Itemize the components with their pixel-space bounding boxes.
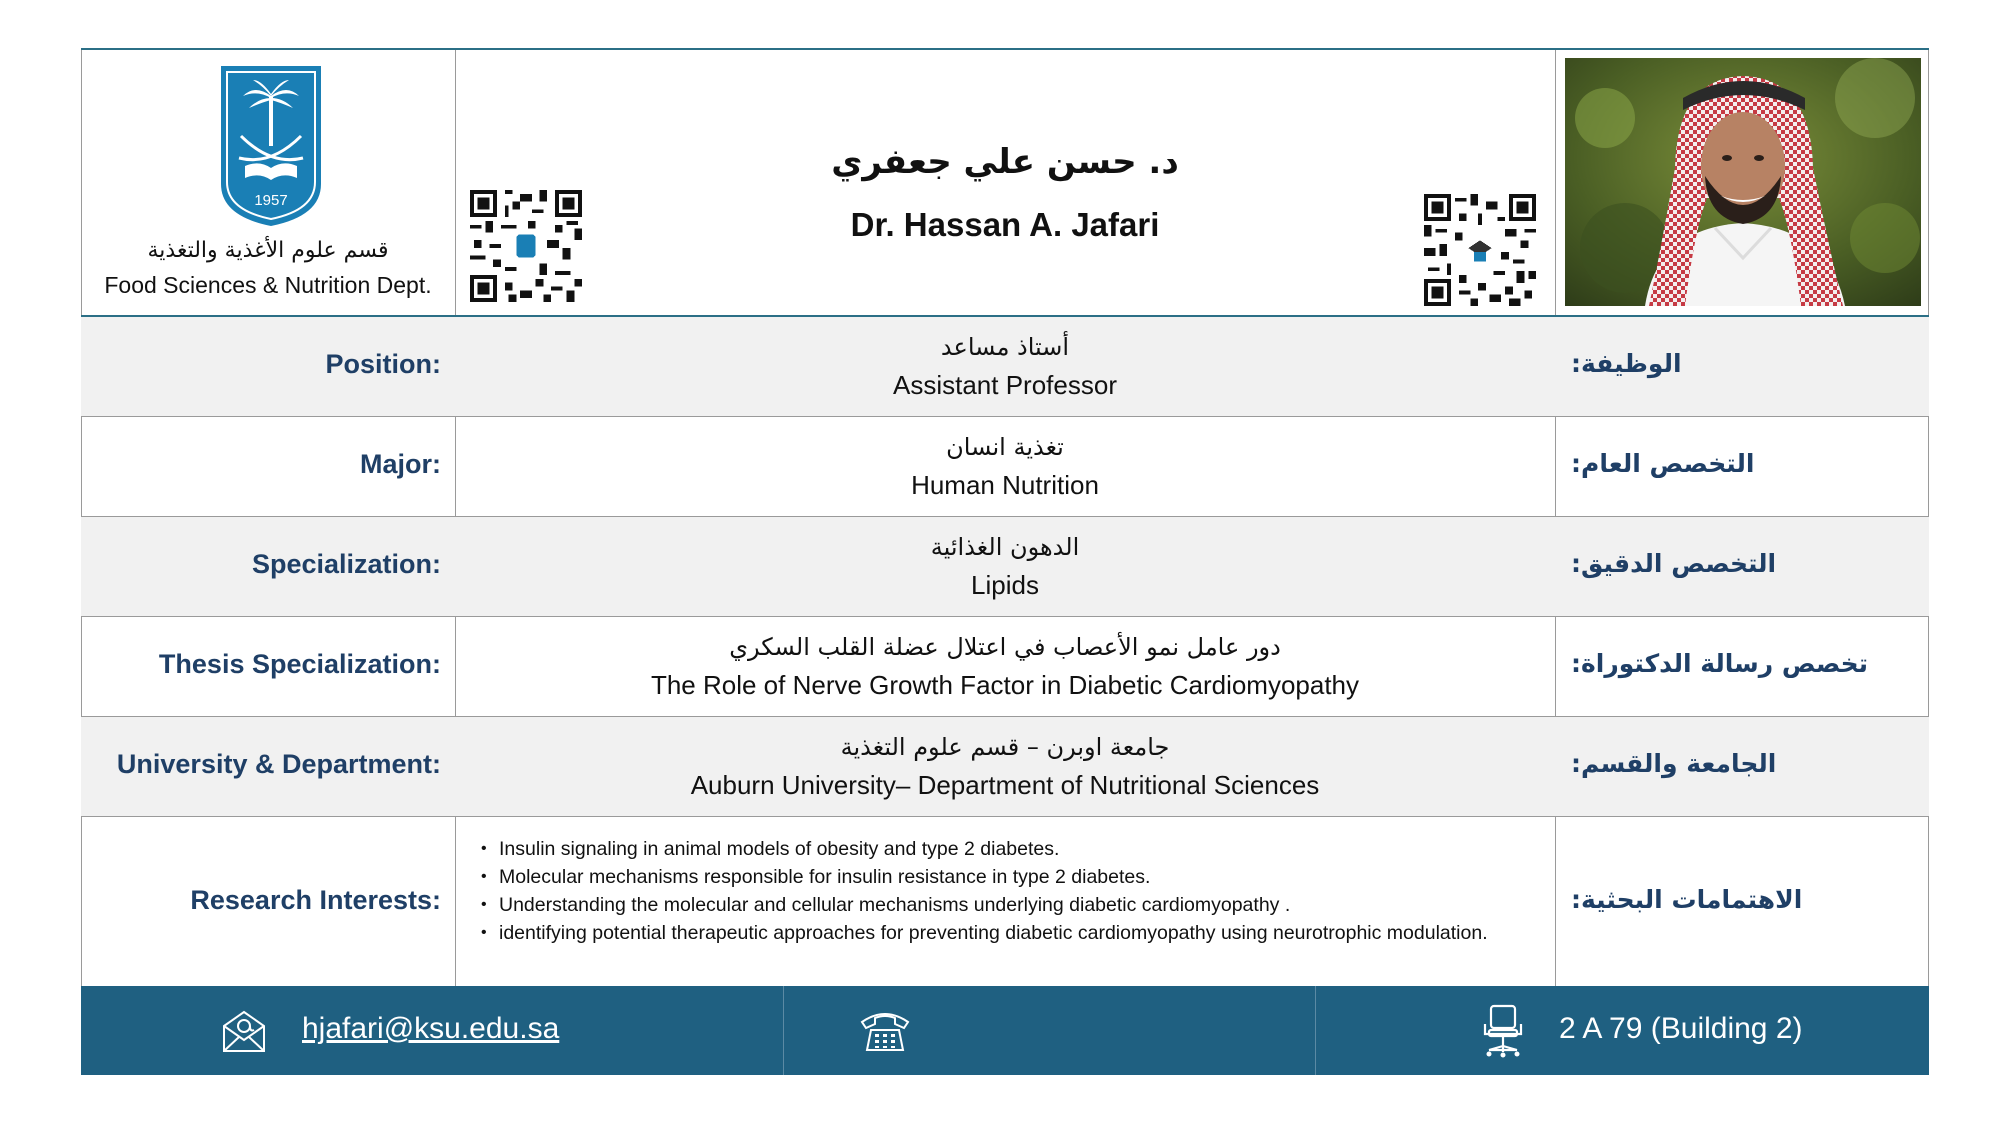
logo-year: 1957: [254, 192, 288, 209]
row-label-english: Position:: [325, 349, 441, 379]
row-label-arabic: الاهتمامات البحثية:: [1571, 885, 1803, 914]
row-value-english: Auburn University– Department of Nutritional Sciences: [690, 770, 1320, 800]
email-icon: [221, 1008, 267, 1054]
faculty-photo: [1565, 58, 1921, 306]
row-value: [455, 729, 1555, 805]
info-row-thesis: [81, 617, 1929, 717]
list-item: • Insulin signaling in animal models of obesity and type 2 diabetes.: [481, 835, 1551, 863]
row-value-arabic: أستاذ مساعد: [940, 333, 1070, 361]
row-label-arabic: التخصص الدقيق:: [1571, 549, 1777, 578]
department-logo-cell: [81, 50, 455, 315]
row-value: [455, 629, 1555, 705]
info-row-specialization: [81, 517, 1929, 617]
row-value: [455, 429, 1555, 505]
office-room: 2 A 79 (Building 2): [1559, 1012, 1803, 1045]
row-label-arabic: الوظيفة:: [1571, 349, 1682, 378]
row-label-arabic: الجامعة والقسم:: [1571, 749, 1777, 778]
faculty-name-english: Dr. Hassan A. Jafari: [850, 206, 1160, 243]
row-label-english: Specialization:: [251, 549, 441, 579]
contact-footer: [81, 986, 1929, 1075]
qr-code-left-icon[interactable]: [470, 190, 582, 302]
profile-card: [81, 48, 1929, 985]
row-value-arabic: تغذية انسان: [946, 433, 1064, 461]
divider: [1315, 986, 1316, 1075]
row-value: [455, 329, 1555, 405]
row-value-arabic: جامعة اوبرن – قسم علوم التغذية: [840, 733, 1170, 761]
qr-code-right-icon[interactable]: [1424, 194, 1536, 306]
row-value: [455, 529, 1555, 605]
info-row-major: [81, 417, 1929, 517]
info-row-position: [81, 317, 1929, 417]
phone-icon[interactable]: [859, 1006, 911, 1054]
row-value-english: Human Nutrition: [911, 470, 1099, 500]
list-item: • identifying potential therapeutic approaches for preventing diabetic cardiomyopathy using neurotrophic modulation.: [481, 919, 1551, 947]
divider: [783, 986, 784, 1075]
row-label-arabic: التخصص العام:: [1571, 449, 1755, 478]
faculty-name-arabic: د. حسن علي جعفري: [831, 142, 1179, 182]
office-chair-icon: [1481, 1004, 1525, 1058]
row-label-english: Major:: [360, 449, 441, 479]
row-label-arabic: تخصص رسالة الدكتوراة:: [1571, 649, 1868, 678]
info-row-research: [81, 817, 1929, 987]
divider: [1555, 50, 1556, 315]
row-value-arabic: الدهون الغذائية: [930, 533, 1080, 561]
row-value-english: The Role of Nerve Growth Factor in Diabetic Cardiomyopathy: [650, 670, 1360, 700]
row-value-arabic: دور عامل نمو الأعصاب في اعتلال عضلة القلب السكري: [729, 633, 1281, 661]
header-row: [81, 50, 1929, 317]
row-value-english: Lipids: [971, 570, 1039, 600]
research-interests-list: [481, 835, 1551, 947]
list-item: • Molecular mechanisms responsible for insulin resistance in type 2 diabetes.: [481, 863, 1551, 891]
list-item: • Understanding the molecular and cellular mechanisms underlying diabetic cardiomyopathy .: [481, 891, 1551, 919]
row-label-english: Research Interests:: [190, 885, 441, 915]
divider: [455, 50, 456, 315]
email-link[interactable]: hjafari@ksu.edu.sa: [302, 1012, 560, 1045]
info-row-university: [81, 717, 1929, 817]
ksu-logo-icon: [219, 66, 323, 226]
department-name-english: Food Sciences & Nutrition Dept.: [104, 272, 432, 298]
department-name-arabic: قسم علوم الأغذية والتغذية: [147, 238, 389, 263]
row-label-english: Thesis Specialization:: [158, 649, 441, 679]
row-value-english: Assistant Professor: [893, 370, 1117, 400]
row-label-english: University & Department:: [116, 749, 441, 779]
